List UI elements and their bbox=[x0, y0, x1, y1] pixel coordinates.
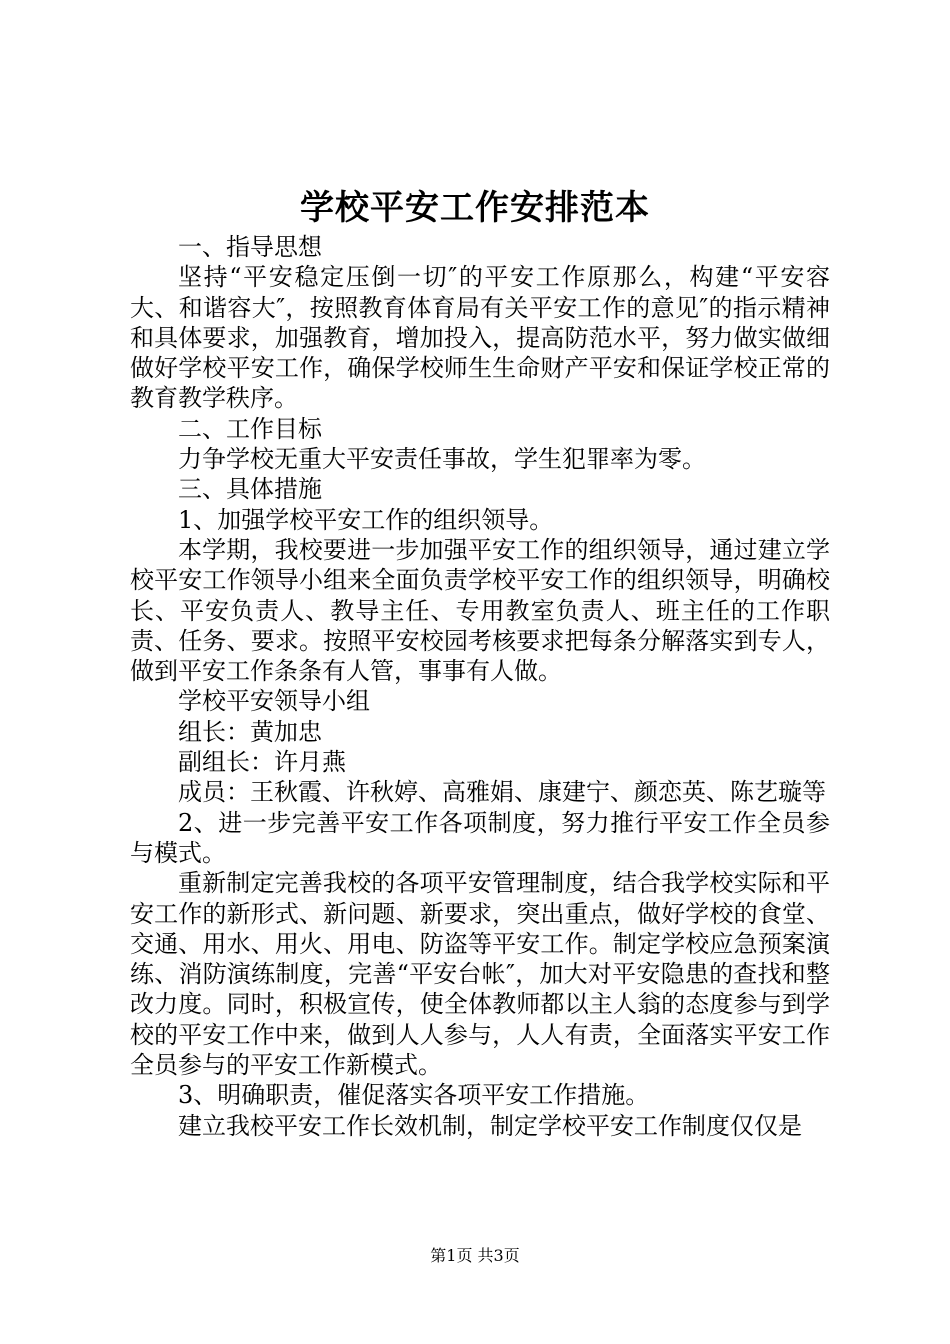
heading-work-goals: 二、工作目标 bbox=[178, 414, 322, 443]
paragraph-measure-1: 本学期，我校要进一步加强平安工作的组织领导，通过建立学校平安工作领导小组来全面负责学校平安工作的组织领导，明确校长、平安负责人、教导主任、专用教室负责人、班主任的工作职责、任务、要求。按照平安校园考核要求把每条分解落实到专人，做到平安工作条条有人管，事事有人做。 bbox=[130, 535, 830, 686]
subheading-measure-3: 3、明确职责，催促落实各项平安工作措施。 bbox=[178, 1081, 650, 1110]
document-body bbox=[130, 232, 830, 1141]
group-members: 成员：王秋霞、许秋婷、高雅娟、康建宁、颜恋英、陈艺璇等 bbox=[178, 778, 826, 807]
paragraph-measure-2: 重新制定完善我校的各项平安管理制度，结合我学校实际和平安工作的新形式、新问题、新要求，突出重点，做好学校的食堂、交通、用水、用火、用电、防盗等平安工作。制定学校应急预案演练、消防演练制度，完善“平安台帐″，加大对平安隐患的查找和整改力度。同时，积极宣传，使全体教师都以主人翁的态度参与到学校的平安工作中来，做到人人参与，人人有责，全面落实平安工作全员参与的平安工作新模式。 bbox=[130, 869, 830, 1080]
subheading-measure-2: 2、进一步完善平安工作各项制度，努力推行平安工作全员参与模式。 bbox=[130, 808, 830, 867]
group-leader: 组长：黄加忠 bbox=[178, 717, 322, 746]
paragraph-work-goals: 力争学校无重大平安责任事故，学生犯罪率为零。 bbox=[178, 445, 706, 474]
deputy-group-leader: 副组长：许月燕 bbox=[178, 748, 346, 777]
heading-specific-measures: 三、具体措施 bbox=[178, 475, 322, 504]
document-title: 学校平安工作安排范本 bbox=[300, 188, 650, 228]
heading-guiding-ideology: 一、指导思想 bbox=[178, 233, 322, 261]
paragraph-measure-3: 建立我校平安工作长效机制，制定学校平安工作制度仅仅是 bbox=[178, 1111, 802, 1140]
page-footer: 第1页 共3页 bbox=[430, 1246, 520, 1265]
paragraph-guiding-ideology: 坚持“平安稳定压倒一切″的平安工作原那么，构建“平安容大、和谐容大″，按照教育体育局有关平安工作的意见″的指示精神和具体要求，加强教育，增加投入，提高防范水平，努力做实做细做好学校平安工作，确保学校师生生命财产平安和保证学校正常的教育教学秩序。 bbox=[130, 263, 830, 413]
subheading-measure-1: 1、加强学校平安工作的组织领导。 bbox=[178, 505, 554, 534]
leadership-group-label: 学校平安领导小组 bbox=[178, 687, 370, 716]
